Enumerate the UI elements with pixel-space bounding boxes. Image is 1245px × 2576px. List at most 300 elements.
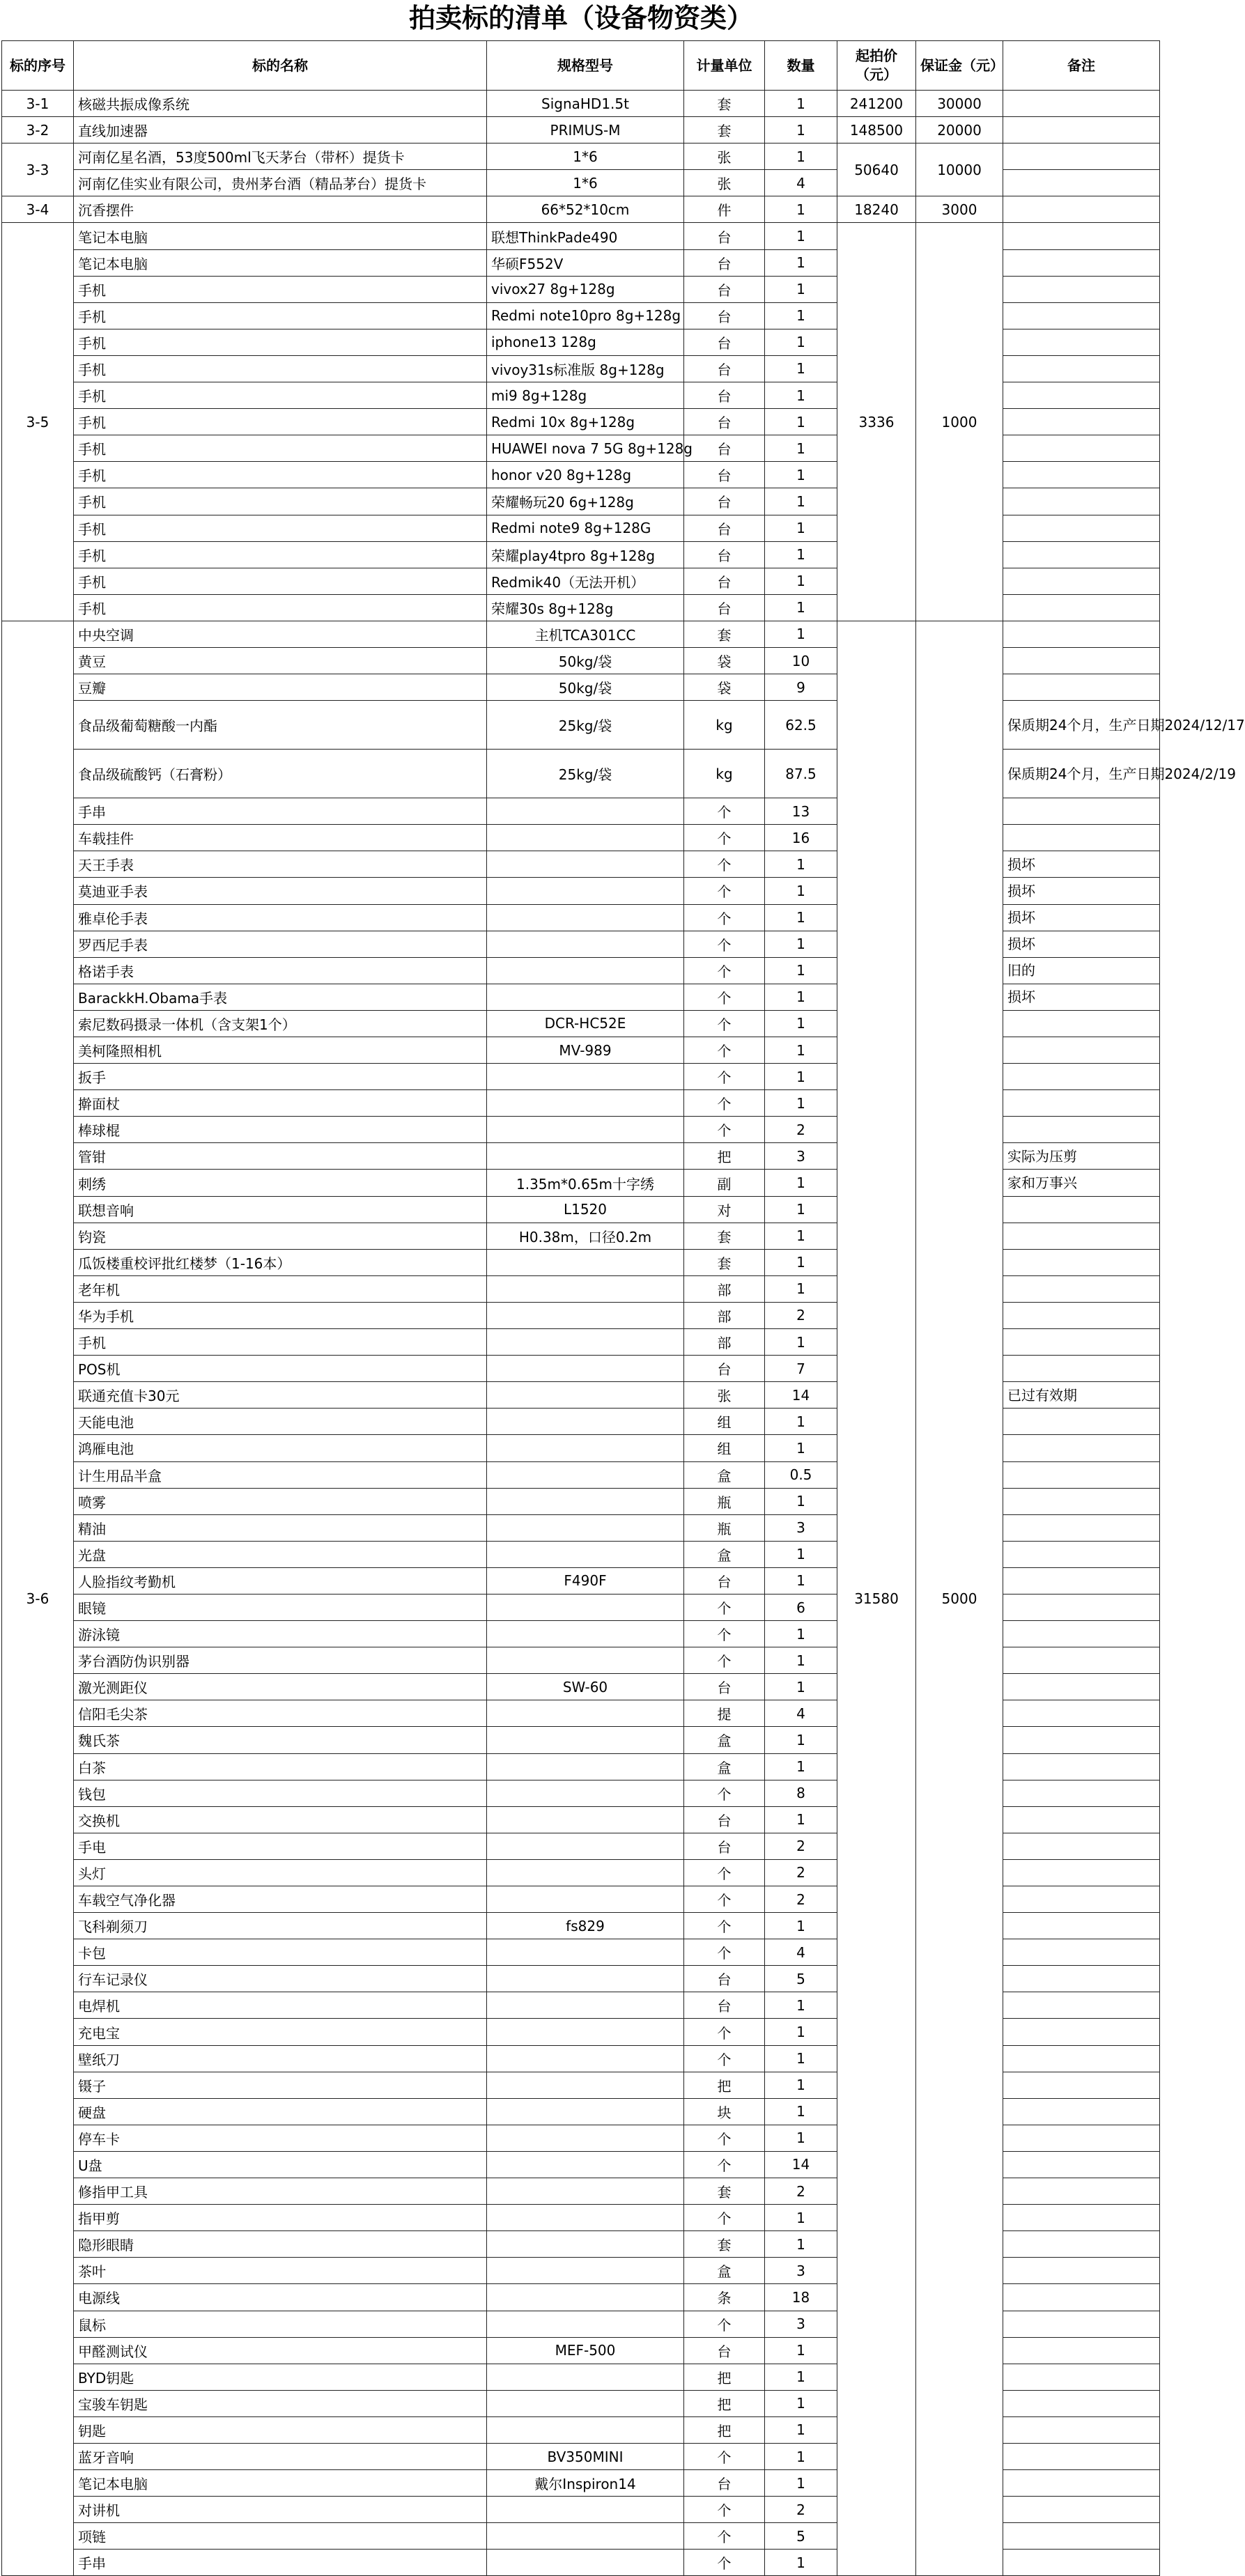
note-cell <box>1003 1806 1160 1833</box>
item-name-cell: 刺绣 <box>74 1170 487 1196</box>
unit-cell: 张 <box>684 170 765 196</box>
note-cell: 实际为压剪 <box>1003 1143 1160 1170</box>
unit-cell: 个 <box>684 2125 765 2151</box>
quantity-cell: 5 <box>765 1966 837 1992</box>
spec-cell <box>487 1700 684 1727</box>
unit-cell: 台 <box>684 1806 765 1833</box>
note-cell <box>1003 1833 1160 1859</box>
note-cell <box>1003 1064 1160 1090</box>
header-cell-unit: 计量单位 <box>684 41 765 91</box>
note-cell <box>1003 2045 1160 2072</box>
quantity-cell: 1 <box>765 223 837 249</box>
note-cell <box>1003 1567 1160 1594</box>
spec-cell: MV-989 <box>487 1037 684 1064</box>
item-name-cell: 罗西尼手表 <box>74 931 487 957</box>
note-cell <box>1003 1886 1160 1913</box>
spec-cell <box>487 1992 684 2019</box>
spec-cell: 50kg/袋 <box>487 647 684 674</box>
spec-cell <box>487 957 684 984</box>
item-name-cell: 天能电池 <box>74 1409 487 1435</box>
quantity-cell: 1 <box>765 2337 837 2364</box>
note-cell <box>1003 2231 1160 2258</box>
quantity-cell: 1 <box>765 515 837 541</box>
quantity-cell: 1 <box>765 594 837 621</box>
header-cell-qty: 数量 <box>765 41 837 91</box>
quantity-cell: 2 <box>765 2178 837 2205</box>
unit-cell: 个 <box>684 2151 765 2178</box>
spec-cell: 华硕F552V <box>487 249 684 276</box>
quantity-cell: 1 <box>765 2443 837 2469</box>
spec-cell <box>487 1833 684 1859</box>
unit-cell: 盒 <box>684 1727 765 1753</box>
note-cell <box>1003 1647 1160 1674</box>
unit-cell: 个 <box>684 1117 765 1143</box>
item-name-cell: 眼镜 <box>74 1594 487 1620</box>
quantity-cell: 13 <box>765 798 837 825</box>
note-cell <box>1003 1409 1160 1435</box>
unit-cell: kg <box>684 750 765 798</box>
unit-cell: 台 <box>684 1833 765 1859</box>
deposit-cell: 1000 <box>916 223 1003 621</box>
item-name-cell: 手串 <box>74 798 487 825</box>
quantity-cell: 1 <box>765 1992 837 2019</box>
unit-cell: 个 <box>684 1859 765 1886</box>
spec-cell <box>487 2550 684 2576</box>
note-cell <box>1003 2072 1160 2098</box>
spec-cell <box>487 1753 684 1780</box>
quantity-cell: 2 <box>765 1886 837 1913</box>
item-name-cell: 宝骏车钥匙 <box>74 2390 487 2416</box>
quantity-cell: 1 <box>765 435 837 462</box>
unit-cell: 个 <box>684 1886 765 1913</box>
item-name-cell: 美柯隆照相机 <box>74 1037 487 1064</box>
spec-cell <box>487 1488 684 1514</box>
note-cell <box>1003 2470 1160 2497</box>
lot-number-cell: 3-4 <box>2 196 74 223</box>
unit-cell: 对 <box>684 1196 765 1223</box>
unit-cell: 件 <box>684 196 765 223</box>
item-name-cell: 硬盘 <box>74 2098 487 2125</box>
note-cell <box>1003 1992 1160 2019</box>
item-name-cell: 卡包 <box>74 1939 487 1966</box>
note-cell <box>1003 1541 1160 1567</box>
unit-cell: 个 <box>684 2019 765 2045</box>
note-cell <box>1003 1196 1160 1223</box>
note-cell <box>1003 2550 1160 2576</box>
header-cell-price: 起拍价（元） <box>837 41 916 91</box>
item-name-cell: 精油 <box>74 1514 487 1541</box>
item-name-cell: 扳手 <box>74 1064 487 1090</box>
quantity-cell: 62.5 <box>765 701 837 750</box>
unit-cell: 套 <box>684 91 765 117</box>
spec-cell <box>487 1806 684 1833</box>
deposit-cell: 20000 <box>916 117 1003 143</box>
note-cell: 损坏 <box>1003 878 1160 904</box>
spec-cell <box>487 2231 684 2258</box>
lot-number-cell: 3-5 <box>2 223 74 621</box>
quantity-cell: 3 <box>765 1143 837 1170</box>
start-price-cell: 18240 <box>837 196 916 223</box>
quantity-cell: 1 <box>765 2231 837 2258</box>
note-cell <box>1003 2390 1160 2416</box>
unit-cell: 个 <box>684 2443 765 2469</box>
item-name-cell: 甲醛测试仪 <box>74 2337 487 2364</box>
quantity-cell: 1 <box>765 931 837 957</box>
note-cell <box>1003 2178 1160 2205</box>
quantity-cell: 1 <box>765 1329 837 1356</box>
spec-cell <box>487 1435 684 1461</box>
quantity-cell: 2 <box>765 1859 837 1886</box>
table-body <box>2 91 1245 2576</box>
unit-cell: 套 <box>684 1249 765 1275</box>
table-row <box>2 91 1160 117</box>
note-cell <box>1003 1700 1160 1727</box>
spec-cell: DCR-HC52E <box>487 1010 684 1037</box>
item-name-cell: 手机 <box>74 409 487 435</box>
auction-table <box>1 40 1245 2576</box>
quantity-cell: 1 <box>765 2045 837 2072</box>
unit-cell: 个 <box>684 878 765 904</box>
note-cell <box>1003 409 1160 435</box>
item-name-cell: POS机 <box>74 1356 487 1382</box>
spec-cell <box>487 2125 684 2151</box>
unit-cell: 个 <box>684 1090 765 1117</box>
quantity-cell: 3 <box>765 2258 837 2284</box>
note-cell <box>1003 1275 1160 1302</box>
item-name-cell: 笔记本电脑 <box>74 2470 487 2497</box>
unit-cell: 台 <box>684 515 765 541</box>
note-cell <box>1003 1621 1160 1647</box>
item-name-cell: 黄豆 <box>74 647 487 674</box>
unit-cell: 个 <box>684 1913 765 1939</box>
unit-cell: 台 <box>684 541 765 568</box>
spec-cell <box>487 2098 684 2125</box>
note-cell <box>1003 621 1160 647</box>
item-name-cell: 电焊机 <box>74 1992 487 2019</box>
quantity-cell: 1 <box>765 1064 837 1090</box>
spec-cell: Redmi note10pro 8g+128g <box>487 302 684 329</box>
quantity-cell: 3 <box>765 2311 837 2337</box>
header-row <box>2 41 1160 91</box>
spec-cell <box>487 1090 684 1117</box>
unit-cell: 个 <box>684 2311 765 2337</box>
quantity-cell: 9 <box>765 674 837 701</box>
unit-cell: 盒 <box>684 2258 765 2284</box>
note-cell <box>1003 1514 1160 1541</box>
quantity-cell: 1 <box>765 382 837 409</box>
quantity-cell: 4 <box>765 1700 837 1727</box>
note-cell <box>1003 1223 1160 1249</box>
quantity-cell: 2 <box>765 1117 837 1143</box>
quantity-cell: 1 <box>765 984 837 1010</box>
unit-cell: 副 <box>684 1170 765 1196</box>
note-cell <box>1003 1461 1160 1488</box>
start-price-cell: 50640 <box>837 143 916 196</box>
note-cell <box>1003 1594 1160 1620</box>
spec-cell: 50kg/袋 <box>487 674 684 701</box>
spec-cell: Redmi 10x 8g+128g <box>487 409 684 435</box>
spec-cell: MEF-500 <box>487 2337 684 2364</box>
start-price-cell: 31580 <box>837 621 916 2576</box>
spec-cell <box>487 2416 684 2443</box>
note-cell <box>1003 2416 1160 2443</box>
spec-cell <box>487 2390 684 2416</box>
quantity-cell: 1 <box>765 302 837 329</box>
spec-cell <box>487 2045 684 2072</box>
spec-cell: vivox27 8g+128g <box>487 276 684 302</box>
spec-cell: iphone13 128g <box>487 329 684 355</box>
spec-cell <box>487 1249 684 1275</box>
item-name-cell: 手机 <box>74 435 487 462</box>
item-name-cell: 行车记录仪 <box>74 1966 487 1992</box>
unit-cell: 个 <box>684 2550 765 2576</box>
quantity-cell: 1 <box>765 409 837 435</box>
unit-cell: 把 <box>684 2072 765 2098</box>
item-name-cell: 雅卓伦手表 <box>74 904 487 931</box>
item-name-cell: 手电 <box>74 1833 487 1859</box>
item-name-cell: 手机 <box>74 329 487 355</box>
start-price-cell: 241200 <box>837 91 916 117</box>
note-cell <box>1003 1753 1160 1780</box>
spec-cell <box>487 1859 684 1886</box>
note-cell <box>1003 1780 1160 1806</box>
note-cell: 保质期24个月，生产日期2024/12/17 <box>1003 701 1160 750</box>
note-cell <box>1003 91 1160 117</box>
header-cell-note: 备注 <box>1003 41 1160 91</box>
start-price-cell: 148500 <box>837 117 916 143</box>
note-cell <box>1003 2098 1160 2125</box>
unit-cell: 把 <box>684 2390 765 2416</box>
quantity-cell: 1 <box>765 329 837 355</box>
unit-cell: 台 <box>684 488 765 515</box>
spec-cell: 联想ThinkPade490 <box>487 223 684 249</box>
spec-cell <box>487 1356 684 1382</box>
spec-cell: H0.38m，口径0.2m <box>487 1223 684 1249</box>
quantity-cell: 1 <box>765 1488 837 1514</box>
spec-cell <box>487 2178 684 2205</box>
quantity-cell: 7 <box>765 1356 837 1382</box>
unit-cell: 瓶 <box>684 1514 765 1541</box>
note-cell: 损坏 <box>1003 931 1160 957</box>
quantity-cell: 1 <box>765 355 837 382</box>
item-name-cell: 车载挂件 <box>74 825 487 851</box>
start-price-cell: 3336 <box>837 223 916 621</box>
item-name-cell: 管钳 <box>74 1143 487 1170</box>
item-name-cell: 飞科剃须刀 <box>74 1913 487 1939</box>
note-cell: 损坏 <box>1003 851 1160 878</box>
quantity-cell: 1 <box>765 1567 837 1594</box>
item-name-cell: 手机 <box>74 302 487 329</box>
unit-cell: 台 <box>684 355 765 382</box>
quantity-cell: 16 <box>765 825 837 851</box>
quantity-cell: 1 <box>765 541 837 568</box>
spec-cell <box>487 2523 684 2550</box>
item-name-cell: 笔记本电脑 <box>74 249 487 276</box>
unit-cell: 个 <box>684 984 765 1010</box>
note-cell <box>1003 1488 1160 1514</box>
quantity-cell: 1 <box>765 117 837 143</box>
unit-cell: 袋 <box>684 674 765 701</box>
item-name-cell: 鸿雁电池 <box>74 1435 487 1461</box>
quantity-cell: 1 <box>765 1913 837 1939</box>
unit-cell: 组 <box>684 1409 765 1435</box>
item-name-cell: 手机 <box>74 355 487 382</box>
deposit-cell: 5000 <box>916 621 1003 2576</box>
spec-cell: SW-60 <box>487 1674 684 1700</box>
quantity-cell: 1 <box>765 1090 837 1117</box>
lot-number-cell: 3-6 <box>2 621 74 2576</box>
item-name-cell: 食品级葡萄糖酸一内酯 <box>74 701 487 750</box>
note-cell: 损坏 <box>1003 984 1160 1010</box>
unit-cell: 个 <box>684 1010 765 1037</box>
item-name-cell: 手机 <box>74 568 487 594</box>
quantity-cell: 1 <box>765 1753 837 1780</box>
note-cell <box>1003 2497 1160 2523</box>
quantity-cell: 1 <box>765 878 837 904</box>
unit-cell: 个 <box>684 1939 765 1966</box>
quantity-cell: 1 <box>765 462 837 488</box>
item-name-cell: 钱包 <box>74 1780 487 1806</box>
item-name-cell: 手机 <box>74 515 487 541</box>
unit-cell: 部 <box>684 1302 765 1328</box>
lot-number-cell: 3-2 <box>2 117 74 143</box>
quantity-cell: 1 <box>765 2364 837 2390</box>
unit-cell: 台 <box>684 594 765 621</box>
item-name-cell: 魏氏茶 <box>74 1727 487 1753</box>
unit-cell: 条 <box>684 2284 765 2311</box>
header-cell-no: 标的序号 <box>2 41 74 91</box>
unit-cell: 台 <box>684 2337 765 2364</box>
deposit-cell: 10000 <box>916 143 1003 196</box>
item-name-cell: 指甲剪 <box>74 2205 487 2231</box>
spec-cell <box>487 1143 684 1170</box>
note-cell <box>1003 2311 1160 2337</box>
unit-cell: 张 <box>684 143 765 170</box>
quantity-cell: 1 <box>765 1541 837 1567</box>
unit-cell: 个 <box>684 1037 765 1064</box>
note-cell <box>1003 196 1160 223</box>
note-cell <box>1003 2205 1160 2231</box>
item-name-cell: 沉香摆件 <box>74 196 487 223</box>
unit-cell: 个 <box>684 1594 765 1620</box>
note-cell <box>1003 2337 1160 2364</box>
item-name-cell: 食品级硫酸钙（石膏粉） <box>74 750 487 798</box>
note-cell <box>1003 1674 1160 1700</box>
quantity-cell: 1 <box>765 276 837 302</box>
spec-cell <box>487 1302 684 1328</box>
unit-cell: 台 <box>684 409 765 435</box>
unit-cell: 个 <box>684 798 765 825</box>
item-name-cell: 对讲机 <box>74 2497 487 2523</box>
quantity-cell: 2 <box>765 1833 837 1859</box>
quantity-cell: 1 <box>765 1409 837 1435</box>
quantity-cell: 1 <box>765 2390 837 2416</box>
note-cell <box>1003 1090 1160 1117</box>
note-cell <box>1003 2364 1160 2390</box>
spec-cell: HUAWEI nova 7 5G 8g+128g <box>487 435 684 462</box>
item-name-cell: 钧瓷 <box>74 1223 487 1249</box>
unit-cell: 台 <box>684 2470 765 2497</box>
unit-cell: 组 <box>684 1435 765 1461</box>
item-name-cell: 项链 <box>74 2523 487 2550</box>
note-cell <box>1003 249 1160 276</box>
spec-cell <box>487 1886 684 1913</box>
quantity-cell: 1 <box>765 91 837 117</box>
item-name-cell: 光盘 <box>74 1541 487 1567</box>
unit-cell: 台 <box>684 302 765 329</box>
quantity-cell: 1 <box>765 1727 837 1753</box>
spec-cell <box>487 1329 684 1356</box>
quantity-cell: 2 <box>765 2497 837 2523</box>
item-name-cell: 停车卡 <box>74 2125 487 2151</box>
item-name-cell: 茅台酒防伪识别器 <box>74 1647 487 1674</box>
spec-cell: mi9 8g+128g <box>487 382 684 409</box>
spec-cell: PRIMUS-M <box>487 117 684 143</box>
item-name-cell: 人脸指纹考勤机 <box>74 1567 487 1594</box>
note-cell <box>1003 462 1160 488</box>
unit-cell: 瓶 <box>684 1488 765 1514</box>
quantity-cell: 4 <box>765 170 837 196</box>
spec-cell <box>487 2019 684 2045</box>
item-name-cell: 蓝牙音响 <box>74 2443 487 2469</box>
item-name-cell: 手机 <box>74 276 487 302</box>
unit-cell: 套 <box>684 2178 765 2205</box>
note-cell <box>1003 568 1160 594</box>
unit-cell: 台 <box>684 249 765 276</box>
unit-cell: 盒 <box>684 1541 765 1567</box>
unit-cell: 块 <box>684 2098 765 2125</box>
unit-cell: 台 <box>684 1356 765 1382</box>
unit-cell: 台 <box>684 462 765 488</box>
spec-cell: 戴尔Inspiron14 <box>487 2470 684 2497</box>
unit-cell: 把 <box>684 2364 765 2390</box>
item-name-cell: 华为手机 <box>74 1302 487 1328</box>
spec-cell <box>487 1514 684 1541</box>
spec-cell <box>487 904 684 931</box>
header-cell-name: 标的名称 <box>74 41 487 91</box>
quantity-cell: 10 <box>765 647 837 674</box>
quantity-cell: 1 <box>765 1275 837 1302</box>
note-cell <box>1003 2125 1160 2151</box>
unit-cell: 台 <box>684 329 765 355</box>
unit-cell: 台 <box>684 1674 765 1700</box>
spec-cell <box>487 1275 684 1302</box>
quantity-cell: 1 <box>765 1196 837 1223</box>
note-cell <box>1003 541 1160 568</box>
item-name-cell: 手机 <box>74 1329 487 1356</box>
deposit-cell: 30000 <box>916 91 1003 117</box>
unit-cell: 部 <box>684 1329 765 1356</box>
item-name-cell: 棒球棍 <box>74 1117 487 1143</box>
spec-cell <box>487 1461 684 1488</box>
item-name-cell: 手串 <box>74 2550 487 2576</box>
note-cell <box>1003 2258 1160 2284</box>
spec-cell: SignaHD1.5t <box>487 91 684 117</box>
note-cell <box>1003 674 1160 701</box>
unit-cell: 套 <box>684 2231 765 2258</box>
lot-number-cell: 3-1 <box>2 91 74 117</box>
note-cell <box>1003 143 1160 170</box>
spec-cell <box>487 1064 684 1090</box>
note-cell <box>1003 647 1160 674</box>
unit-cell: 个 <box>684 1621 765 1647</box>
quantity-cell: 1 <box>765 851 837 878</box>
unit-cell: 台 <box>684 568 765 594</box>
note-cell <box>1003 1913 1160 1939</box>
quantity-cell: 1 <box>765 1037 837 1064</box>
quantity-cell: 1 <box>765 196 837 223</box>
quantity-cell: 1 <box>765 904 837 931</box>
